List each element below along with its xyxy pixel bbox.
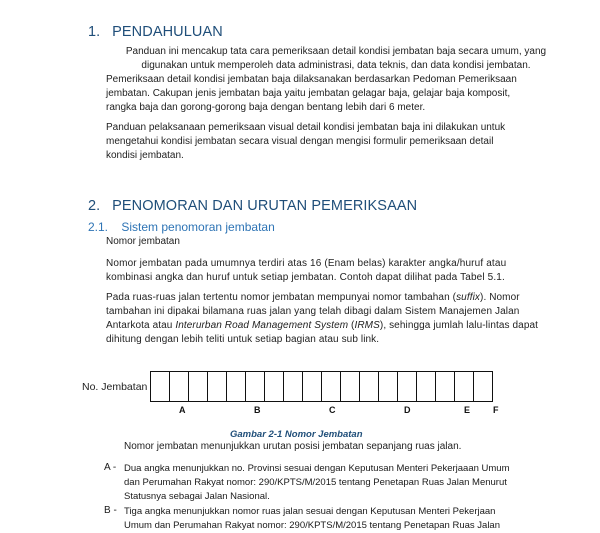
section-2-paragraph-1: [106, 257, 566, 285]
section-1-title: PENDAHULUAN: [112, 24, 223, 40]
char-box: [284, 371, 303, 402]
text-line: Panduan ini mencakup tata cara pemeriksaan detail kondisi jembatan baja secara umum, yang: [125, 46, 547, 57]
text-line: rangka baja dan gorong-gorong baja dengan bentang lebih dari 6 meter.: [106, 102, 426, 113]
char-box: [303, 371, 322, 402]
figure-description: Nomor jembatan menunjukkan urutan posisi jembatan sepanjang ruas jalan.: [124, 441, 462, 452]
text-line: [106, 319, 566, 333]
list-item-b: [124, 505, 544, 533]
text-line: jembatan. Cakupan jenis jembatan baja yaitu jembatan gelagar baja, gelajar baja komposit,: [106, 88, 511, 99]
char-box: [208, 371, 227, 402]
text-line: digunakan untuk memperoleh data administrasi, data teknis, dan data kondisi jembatan.: [141, 60, 531, 71]
subsection-heading: [88, 220, 275, 234]
jembatan-number-boxes: [150, 371, 493, 402]
char-box: [246, 371, 265, 402]
char-box: [474, 371, 493, 402]
text-line: kondisi jembatan.: [106, 150, 184, 161]
section-1-heading: [88, 24, 223, 40]
char-box: [436, 371, 455, 402]
nomor-jembatan-label: Nomor jembatan: [106, 236, 180, 247]
section-1-number: 1.: [88, 24, 101, 40]
text-span: Antarkota atau: [106, 320, 176, 331]
segment-label-c: C: [329, 405, 336, 415]
text-span-italic: suffix: [456, 292, 481, 303]
char-box: [398, 371, 417, 402]
segment-label-e: E: [464, 405, 471, 415]
no-jembatan-label: No. Jembatan: [82, 381, 148, 393]
char-box: [379, 371, 398, 402]
text-line: Nomor jembatan pada umumnya terdiri atas 16 (Enam belas) karakter angka/huruf atau: [106, 258, 507, 269]
text-line: Pemeriksaan detail kondisi jembatan baja dilaksanakan berdasarkan Pedoman Pemeriksaan: [106, 74, 517, 85]
text-line: Umum dan Perumahan Rakyat nomor: 290/KPTS/M/2015 tentang Penetapan Ruas Jalan: [124, 520, 500, 531]
text-line: dihitung dengan lebih teliti untuk setiap bagian atau sub link.: [106, 334, 380, 345]
section-2-heading: [88, 198, 417, 214]
segment-label-f: F: [493, 405, 499, 415]
section-1-paragraph-3: [106, 121, 566, 163]
text-line: Tiga angka menunjukkan nomor ruas jalan sesuai dengan Keputusan Menteri Pekerjaan: [124, 506, 496, 517]
text-span: (: [348, 320, 355, 331]
text-line: tambahan ini dipakai bilamana ruas jalan yang telah dibagi dalam Sistem Manajemen Jalan: [106, 306, 520, 317]
text-line: Dua angka menunjukkan no. Provinsi sesuai dengan Keputusan Menteri Pekerjaaan Umum: [124, 463, 510, 474]
section-2-title: PENOMORAN DAN URUTAN PEMERIKSAAN: [112, 198, 418, 214]
text-span: ), sehingga jumlah lalu-lintas dapat: [379, 320, 539, 331]
char-box: [341, 371, 360, 402]
list-marker-b: B -: [104, 505, 117, 516]
text-line: Panduan pelaksanaan pemeriksaan visual detail kondisi jembatan baja ini dilakukan untuk: [106, 122, 506, 133]
list-marker-a: A -: [104, 462, 117, 473]
text-line: dan Perumahan Rakyat nomor: 290/KPTS/M/2015 tentang Penetapan Ruas Jalan Menurut: [124, 477, 507, 488]
char-box: [265, 371, 284, 402]
list-item-a: [124, 462, 544, 504]
text-line: [106, 291, 566, 305]
char-box: [189, 371, 208, 402]
char-box: [322, 371, 341, 402]
section-2-paragraph-2: [106, 291, 566, 347]
char-box: [455, 371, 474, 402]
text-span-italic: Interurban Road Management System: [175, 320, 349, 331]
segment-label-d: D: [404, 405, 411, 415]
text-span: Pada ruas-ruas jalan tertentu nomor jembatan mempunyai nomor tambahan (: [106, 292, 457, 303]
segment-label-b: B: [254, 405, 261, 415]
text-line: mengetahui kondisi jembatan secara visual dengan mengisi formulir pemeriksaan detail: [106, 136, 494, 147]
char-box: [170, 371, 189, 402]
text-span: ). Nomor: [480, 292, 520, 303]
text-line: kombinasi angka dan huruf untuk setiap jembatan. Contoh dapat dilihat pada Tabel 5.1.: [106, 272, 505, 283]
text-span-italic: IRMS: [354, 320, 380, 331]
char-box: [360, 371, 379, 402]
section-1-paragraph-2: [106, 73, 566, 115]
subsection-title: Sistem penomoran jembatan: [121, 220, 275, 234]
text-line: Statusnya sebagai Jalan Nasional.: [124, 491, 270, 502]
char-box: [150, 371, 170, 402]
figure-caption: Gambar 2-1 Nomor Jembatan: [230, 429, 363, 440]
subsection-number: 2.1.: [88, 220, 109, 234]
section-2-number: 2.: [88, 198, 101, 214]
char-box: [417, 371, 436, 402]
segment-label-a: A: [179, 405, 186, 415]
char-box: [227, 371, 246, 402]
section-1-paragraph-1: [106, 45, 566, 73]
